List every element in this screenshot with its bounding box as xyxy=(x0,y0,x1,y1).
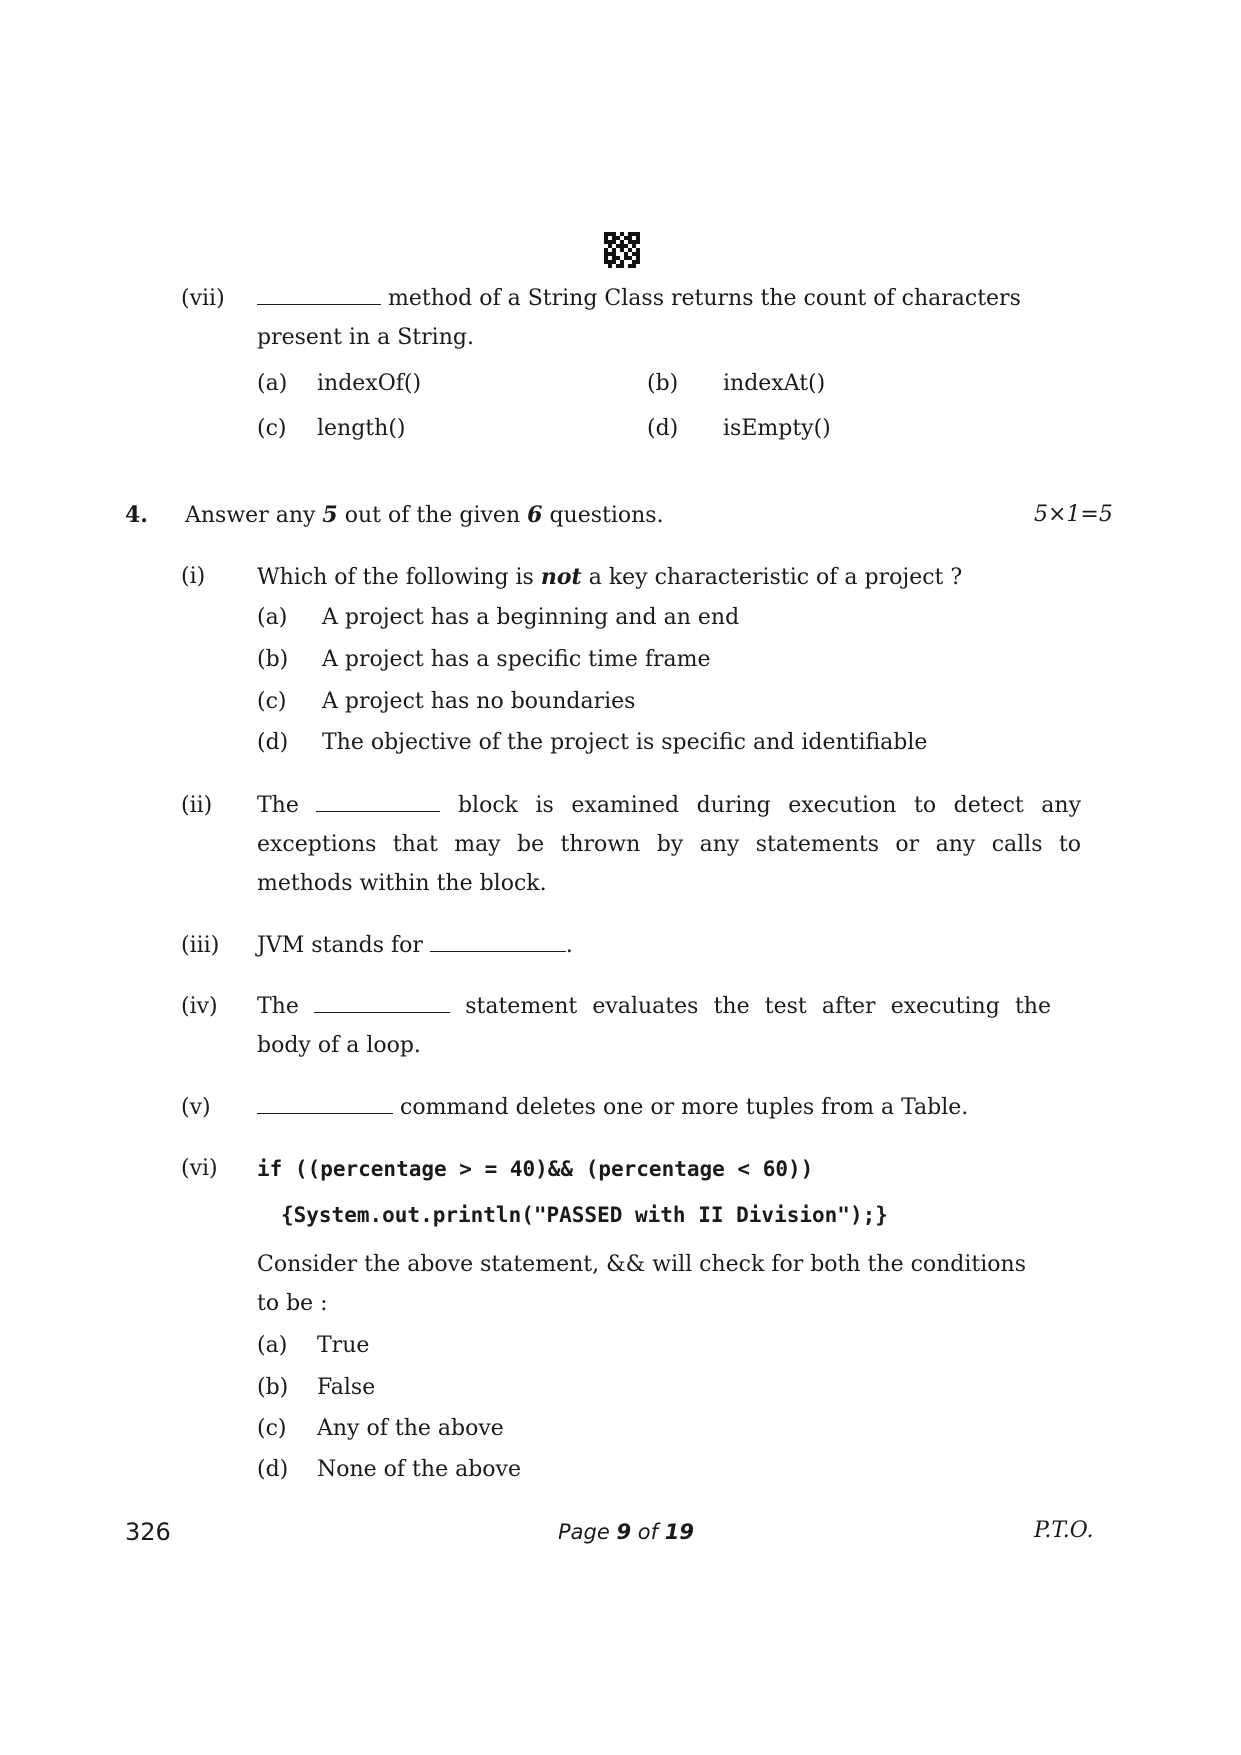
option-label: (d) xyxy=(647,416,679,441)
q4-iv-line1 xyxy=(257,994,1051,1019)
q3-vii-line2: present in a String. xyxy=(257,325,474,350)
q4-v-number: (v) xyxy=(181,1095,211,1120)
answer-blank xyxy=(257,1095,393,1114)
page-number xyxy=(558,1520,694,1544)
page-word: Page xyxy=(558,1520,610,1544)
option-label: (d) xyxy=(257,1457,289,1482)
emphasis-not: not xyxy=(540,564,582,590)
instruction-text: out of the given xyxy=(344,503,521,528)
q4-i-text xyxy=(257,564,1077,590)
question-text: The xyxy=(257,793,299,818)
code-line-println: {System.out.println("PASSED with II Division");} xyxy=(281,1203,888,1227)
option-label: (b) xyxy=(647,371,679,396)
qr-code-icon xyxy=(604,232,640,268)
option-text: Any of the above xyxy=(317,1416,504,1441)
q3-vii-text: method of a String Class returns the count of characters xyxy=(388,286,1021,311)
instruction-count: 5 xyxy=(322,502,338,528)
q4-i-number: (i) xyxy=(181,564,206,589)
option-text: indexOf() xyxy=(317,371,422,396)
question-text: JVM stands for xyxy=(257,933,423,958)
question-text: block is examined during execution to detect any xyxy=(457,793,1082,818)
option-text: The objective of the project is specific and identifiable xyxy=(322,730,928,755)
q4-vi-line2: to be : xyxy=(257,1291,328,1316)
option-text: False xyxy=(317,1375,376,1400)
q4-ii-line3: methods within the block. xyxy=(257,871,547,896)
marks-allocation: 5×1=5 xyxy=(1034,502,1113,527)
option-text: True xyxy=(317,1333,370,1358)
question-text: command deletes one or more tuples from a Table. xyxy=(400,1095,969,1120)
option-label: (b) xyxy=(257,647,289,672)
page-current: 9 xyxy=(616,1520,632,1544)
pto-label: P.T.O. xyxy=(1034,1518,1094,1543)
paper-code: 326 xyxy=(125,1518,171,1546)
q4-ii-line1 xyxy=(257,793,1081,818)
code-line-condition: if ((percentage > = 40)&& (percentage < 60)) xyxy=(257,1157,814,1181)
q4-vi-number: (vi) xyxy=(181,1156,218,1181)
question-number: 4. xyxy=(125,502,148,528)
instruction-text: Answer any xyxy=(185,503,316,528)
question-text: statement evaluates the test after executing the xyxy=(465,994,1051,1019)
q4-vi-line1: Consider the above statement, && will check for both the conditions xyxy=(257,1252,1027,1277)
option-text: isEmpty() xyxy=(723,416,831,441)
option-label: (a) xyxy=(257,1333,288,1358)
q4-iii-text xyxy=(257,933,573,958)
option-label: (b) xyxy=(257,1375,289,1400)
page-of: of xyxy=(637,1520,659,1544)
q4-iv-line2: body of a loop. xyxy=(257,1033,421,1058)
q3-vii-line1 xyxy=(257,286,1057,311)
answer-blank xyxy=(430,933,566,952)
option-label: (d) xyxy=(257,730,289,755)
q4-iii-number: (iii) xyxy=(181,933,220,958)
option-label: (c) xyxy=(257,689,287,714)
option-label: (a) xyxy=(257,371,288,396)
option-text: None of the above xyxy=(317,1457,521,1482)
question-text: a key characteristic of a project ? xyxy=(588,565,963,590)
question-text: The xyxy=(257,994,299,1019)
answer-blank xyxy=(314,994,450,1013)
q4-ii-number: (ii) xyxy=(181,793,213,818)
q4-ii-line2: exceptions that may be thrown by any statements or any calls to xyxy=(257,832,1081,857)
option-text: A project has a specific time frame xyxy=(322,647,711,672)
option-label: (c) xyxy=(257,1416,287,1441)
q4-v-text xyxy=(257,1095,968,1120)
q4-iv-number: (iv) xyxy=(181,994,218,1019)
instruction-total: 6 xyxy=(527,502,543,528)
q4-instruction xyxy=(185,502,664,528)
answer-blank xyxy=(316,793,440,812)
page-total: 19 xyxy=(664,1520,694,1544)
question-text: . xyxy=(565,933,573,958)
option-text: A project has no boundaries xyxy=(322,689,636,714)
option-text: length() xyxy=(317,416,406,441)
answer-blank xyxy=(257,286,381,305)
option-label: (a) xyxy=(257,605,288,630)
option-text: A project has a beginning and an end xyxy=(322,605,740,630)
option-text: indexAt() xyxy=(723,371,826,396)
instruction-text: questions. xyxy=(549,503,664,528)
q3-vii-number: (vii) xyxy=(181,286,225,311)
option-label: (c) xyxy=(257,416,287,441)
question-text: Which of the following is xyxy=(257,565,534,590)
